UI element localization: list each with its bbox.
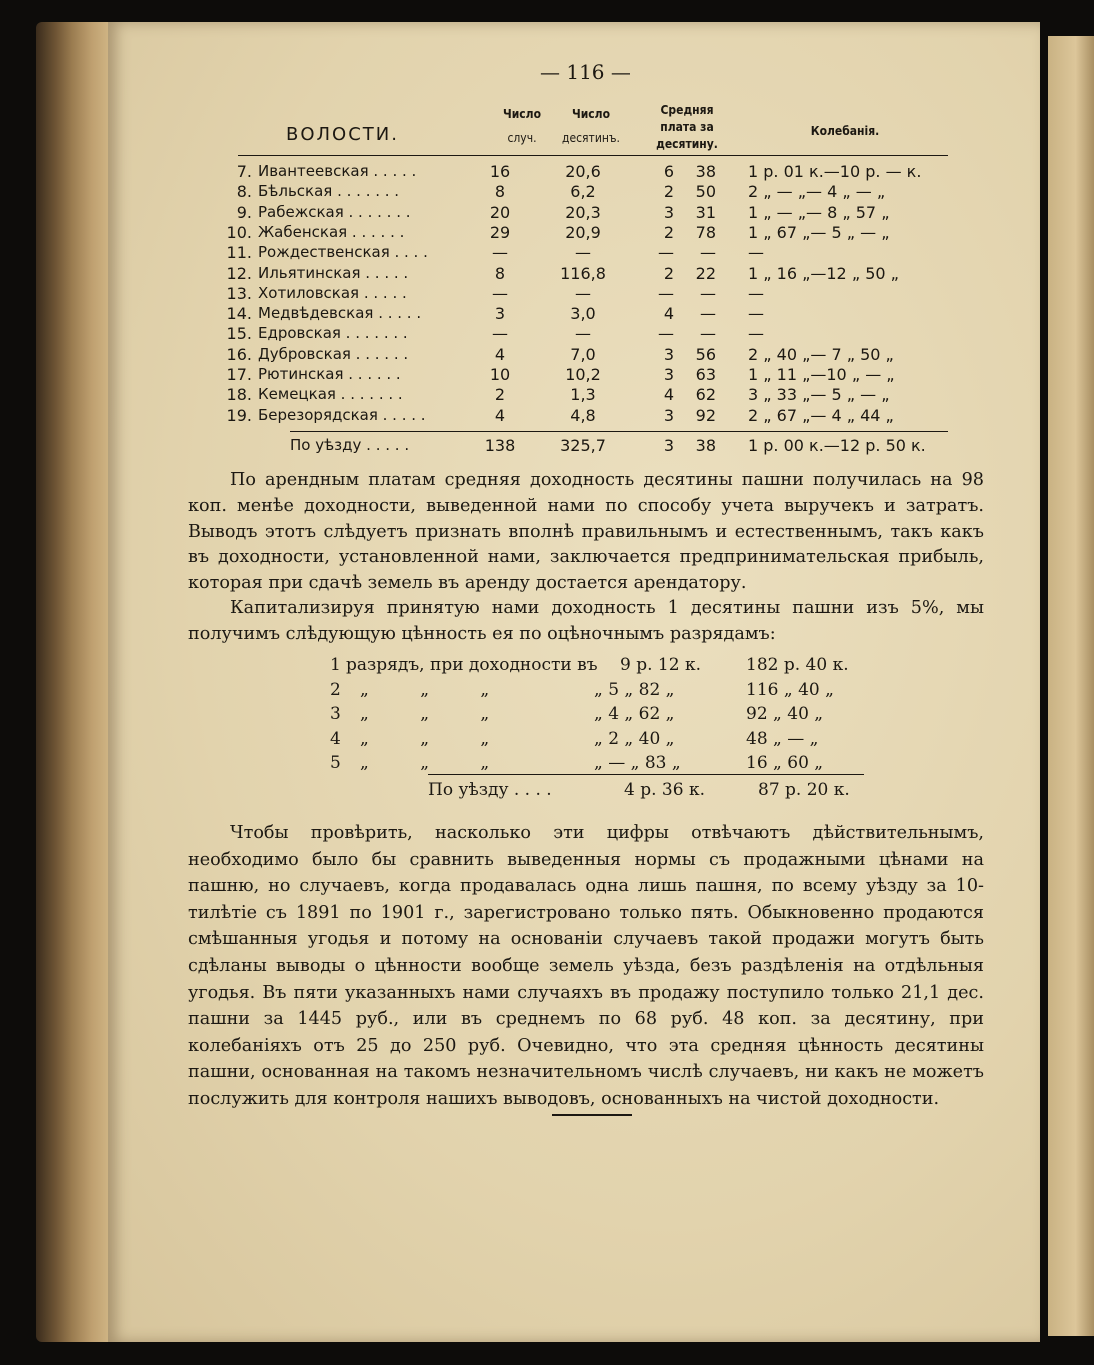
cell-area: 20,3 [565, 202, 601, 222]
cell-rub: 3 [663, 405, 674, 425]
cell-cases: 20 [489, 202, 511, 222]
cell-kop: 63 [695, 365, 716, 384]
cell-cases: — [492, 324, 508, 344]
cell-rub: 2 [663, 222, 674, 242]
cell-cases: 4 [494, 405, 506, 425]
grade-grade: 5 [330, 753, 341, 773]
cell-num: 10. [226, 222, 252, 242]
paragraph-capitalization: Капитализируя принятую нами доходность 1 десятины пашни изъ 5%, мы получимъ слѣдующую цѣнность ея по оцѣночнымъ разрядамъ: [188, 598, 984, 644]
cell-num: 7. [236, 162, 252, 181]
cell-kop: 62 [695, 385, 716, 405]
grade-total-row [0, 780, 1094, 804]
header-area [556, 102, 626, 150]
grade-income: „ 4 „ 62 „ [594, 704, 675, 724]
cell-range: 2 „ 67 „— 4 „ 44 „ [748, 405, 894, 425]
grade-label: разрядъ, при доходности въ [346, 655, 598, 675]
cell-area: — [575, 243, 591, 263]
table-row [0, 264, 1094, 284]
header-pay-line1: Средняя [660, 103, 714, 117]
cell-cases: 29 [489, 222, 511, 242]
grade-total-income: 4 р. 36 к. [624, 780, 705, 800]
cell-name: Медвѣдевская . . . . . [258, 304, 422, 323]
cell-rub: — [658, 324, 674, 344]
table-row [0, 324, 1094, 344]
header-pay-line2: плата за [660, 120, 714, 134]
grade-total-value: 87 р. 20 к. [758, 780, 850, 800]
cell-name: Рютинская . . . . . . [258, 365, 401, 383]
cell-area: 10,2 [565, 365, 601, 384]
cell-name: Рабежская . . . . . . . [258, 202, 411, 221]
cell-kop: 31 [695, 202, 716, 222]
cell-cases: 3 [494, 304, 506, 324]
cell-area: 20,6 [565, 162, 601, 181]
cell-num: 12. [226, 263, 252, 283]
grade-income: „ — „ 83 „ [594, 753, 681, 773]
table-row [0, 345, 1094, 365]
table-row [0, 385, 1094, 405]
grade-income: „ 2 „ 40 „ [594, 728, 675, 749]
cell-kop: 22 [695, 263, 716, 283]
cell-kop: — [700, 304, 716, 324]
cell-cases: 4 [494, 344, 506, 364]
table-row [0, 284, 1094, 304]
cell-name: Жабенская . . . . . . [258, 222, 405, 241]
total-cases: 138 [484, 436, 516, 455]
cell-range: — [748, 243, 764, 263]
cell-cases: 8 [494, 263, 506, 283]
cell-kop: 38 [695, 162, 716, 181]
header-range: Колебанія. [810, 124, 880, 138]
grade-grade: 3 [330, 704, 341, 724]
cell-num: 8. [236, 182, 252, 202]
table-row [0, 223, 1094, 243]
total-kop: 38 [695, 436, 716, 455]
total-range: 1 р. 00 к.—12 р. 50 к. [748, 436, 926, 455]
cell-cases: — [492, 283, 508, 303]
cell-kop: — [700, 243, 716, 263]
end-rule [552, 1114, 632, 1116]
table-row [0, 406, 1094, 426]
grade-value: 16 „ 60 „ [746, 753, 824, 773]
cell-rub: 3 [663, 344, 674, 364]
grade-total-rule [428, 774, 864, 775]
cell-range: 1 „ 11 „—10 „ — „ [748, 365, 895, 384]
page-number: — 116 — [540, 60, 631, 84]
total-rub: 3 [663, 436, 674, 455]
cell-num: 9. [236, 202, 252, 222]
cell-num: 13. [226, 283, 252, 303]
cell-rub: — [658, 243, 674, 263]
grade-grade: 1 [330, 655, 341, 675]
table-row [0, 365, 1094, 385]
header-pay [644, 102, 730, 153]
cell-cases: 16 [489, 162, 511, 181]
cell-rub: 4 [663, 304, 674, 324]
cell-cases: 2 [494, 385, 506, 405]
cell-rub: 2 [663, 263, 674, 283]
cell-cases: — [492, 243, 508, 263]
cell-range: 3 „ 33 „— 5 „ — „ [748, 385, 890, 405]
cell-num: 16. [226, 344, 252, 364]
header-rule [238, 155, 948, 156]
cell-num: 15. [226, 324, 252, 344]
paragraph-arenda: По арендным платам средняя доходность десятины пашни получилась на 98 коп. менѣе доходности, выведенной нами по способу учета выручекъ и затратъ. Выводъ этотъ слѣдуетъ признать вполнѣ правильнымъ и естественнымъ, такъ какъ въ доходности, установленной нами, заключается предпринимательская прибыль, которая при сдачѣ земель въ аренду достается арендатору. [188, 470, 984, 594]
grade-label: „ „ „ [360, 753, 490, 773]
cell-range: 1 „ — „— 8 „ 57 „ [748, 202, 890, 222]
cell-area: 3,0 [570, 304, 596, 324]
cell-range: 2 „ — „— 4 „ — „ [748, 182, 886, 202]
cell-num: 11. [226, 243, 252, 263]
cell-area: 6,2 [570, 182, 596, 202]
cell-cases: 10 [489, 365, 511, 384]
cell-name: Едровская . . . . . . . [258, 324, 408, 343]
total-area: 325,7 [560, 436, 606, 455]
total-label: По уѣзду . . . . . [290, 436, 410, 454]
header-pay-line3: десятину. [656, 137, 718, 151]
total-rule [290, 431, 948, 432]
cell-num: 17. [226, 365, 252, 384]
grade-value: 92 „ 40 „ [746, 704, 824, 724]
header-area-line2: десятинъ. [562, 131, 620, 145]
cell-range: — [748, 283, 764, 303]
grade-row [0, 680, 1094, 704]
cell-range: 1 р. 01 к.—10 р. — к. [748, 162, 922, 181]
cell-area: 7,0 [570, 344, 596, 364]
grade-income: 9 р. 12 к. [620, 655, 701, 675]
grade-row [0, 729, 1094, 753]
grade-value: 182 р. 40 к. [746, 655, 849, 675]
cell-area: 20,9 [565, 222, 601, 242]
cell-area: 1,3 [570, 385, 596, 405]
grade-income: „ 5 „ 82 „ [594, 679, 675, 700]
header-cases [494, 102, 550, 150]
cell-name: Рождественская . . . . [258, 243, 428, 262]
cell-name: Березорядская . . . . . [258, 405, 426, 424]
cell-range: 1 „ 67 „— 5 „ — „ [748, 222, 890, 242]
cell-name: Дубровская . . . . . . [258, 344, 409, 363]
cell-num: 19. [226, 405, 252, 425]
table-row [0, 203, 1094, 223]
table-row [0, 304, 1094, 324]
grade-label: „ „ „ [360, 704, 490, 724]
cell-rub: — [658, 283, 674, 303]
cell-range: 1 „ 16 „—12 „ 50 „ [748, 263, 899, 283]
cell-kop: 50 [695, 182, 716, 202]
header-cases-line1: Число [502, 107, 541, 121]
cell-range: — [748, 324, 764, 344]
cell-kop: 56 [695, 344, 716, 364]
grade-row [0, 704, 1094, 728]
cell-num: 18. [226, 385, 252, 405]
cell-name: Кемецкая . . . . . . . [258, 385, 403, 404]
cell-kop: — [700, 324, 716, 344]
grade-label: „ „ „ [360, 728, 490, 749]
grade-value: 116 „ 40 „ [746, 679, 834, 700]
table-total-row [0, 436, 1094, 456]
cell-rub: 2 [663, 182, 674, 202]
cell-kop: 92 [695, 405, 716, 425]
cell-name: Ивантеевская . . . . . [258, 162, 417, 180]
grade-grade: 2 [330, 679, 341, 700]
cell-area: — [575, 324, 591, 344]
grade-value: 48 „ — „ [746, 728, 819, 749]
grade-grade: 4 [330, 728, 341, 749]
paragraph-verification: Чтобы провѣрить, насколько эти цифры отвѣчаютъ дѣйствительнымъ, необходимо было бы сравнить выведенныя нормы съ продажными цѣнами на пашню, но случаевъ, когда продавалась одна лишь пашня, по всему уѣзду за 10-тилѣтіе съ 1891 по 1901 г., зарегистровано только пять. Обыкновенно продаются смѣшанныя угодья и потому на основаніи случаевъ такой продажи могутъ быть сдѣланы выводы о цѣнности вообще земель уѣзда, безъ раздѣленія на отдѣльныя угодья. Въ пяти указанныхъ нами случаяхъ въ продажу поступило только 21,1 дес. пашни за 1445 руб., или въ среднемъ по 68 руб. 48 коп. за десятину, при колебаніяхъ отъ 25 до 250 руб. Очевидно, что эта средняя цѣнность десятины пашни, основанная на такомъ незначительномъ числѣ случаевъ, ни какъ не можетъ послужить для контроля нашихъ выводовъ, основанныхъ на чистой доходности. [188, 823, 984, 1109]
table-row [0, 182, 1094, 202]
cell-area: — [575, 283, 591, 303]
grade-label: „ „ „ [360, 679, 490, 700]
header-volosti: ВОЛОСТИ. [286, 124, 399, 145]
cell-rub: 4 [663, 385, 674, 405]
cell-num: 14. [226, 304, 252, 324]
grade-row [0, 655, 1094, 679]
header-area-line1: Число [571, 107, 610, 121]
cell-kop: — [700, 283, 716, 303]
cell-rub: 6 [663, 162, 674, 181]
table-row [0, 162, 1094, 182]
cell-name: Хотиловская . . . . . [258, 283, 407, 302]
table-row [0, 243, 1094, 263]
cell-cases: 8 [494, 182, 506, 202]
cell-range: 2 „ 40 „— 7 „ 50 „ [748, 344, 894, 364]
header-cases-line2: случ. [507, 131, 537, 145]
cell-area: 4,8 [570, 405, 596, 425]
cell-name: Ильятинская . . . . . [258, 263, 409, 282]
cell-rub: 3 [663, 365, 674, 384]
cell-range: — [748, 304, 764, 324]
cell-area: 116,8 [560, 263, 606, 283]
grade-total-label: По уѣзду . . . . [428, 780, 552, 800]
cell-rub: 3 [663, 202, 674, 222]
cell-kop: 78 [695, 222, 716, 242]
cell-name: Бѣльская . . . . . . . [258, 182, 400, 201]
